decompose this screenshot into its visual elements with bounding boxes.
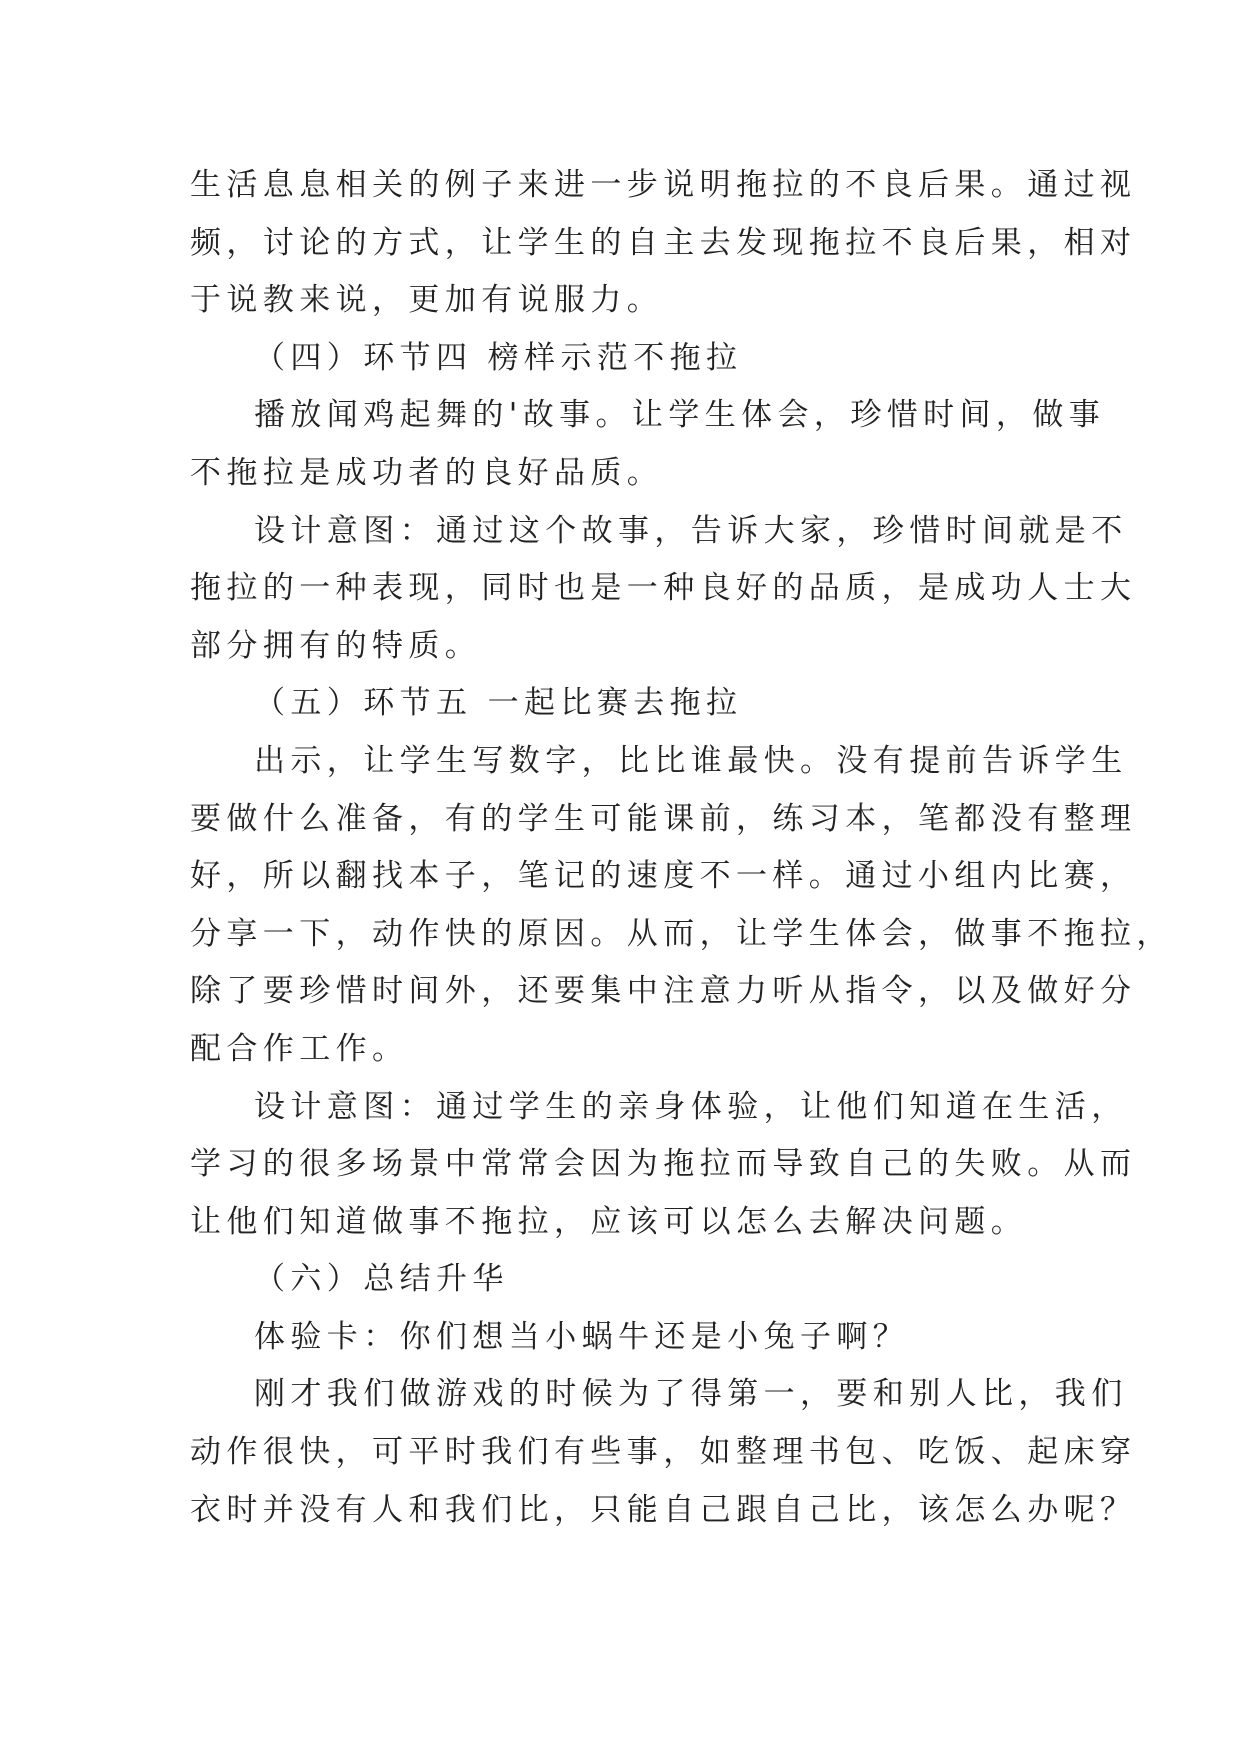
- paragraph-line: 频，讨论的方式，让学生的自主去发现拖拉不良后果，相对: [190, 224, 1137, 261]
- paragraph-line: 刚才我们做游戏的时候为了得第一，要和别人比，我们: [254, 1376, 1128, 1413]
- section-heading-6: （六）总结升华: [254, 1261, 509, 1298]
- paragraph-line: 设计意图：通过学生的亲身体验，让他们知道在生活，: [254, 1088, 1128, 1125]
- section-heading-4: （四）环节四 榜样示范不拖拉: [254, 339, 743, 376]
- paragraph-line: 播放闻鸡起舞的'故事。让学生体会，珍惜时间，做事: [254, 397, 1106, 434]
- paragraph-line: 衣时并没有人和我们比，只能自己跟自己比，该怎么办呢？: [190, 1491, 1137, 1528]
- paragraph-line: 要做什么准备，有的学生可能课前，练习本，笔都没有整理: [190, 800, 1137, 837]
- paragraph-line: 拖拉的一种表现，同时也是一种良好的品质，是成功人士大: [190, 570, 1137, 607]
- paragraph-line: 部分拥有的特质。: [190, 627, 482, 664]
- paragraph-line: 让他们知道做事不拖拉，应该可以怎么去解决问题。: [190, 1203, 1028, 1240]
- paragraph-line: 于说教来说，更加有说服力。: [190, 282, 664, 319]
- paragraph-line: 出示，让学生写数字，比比谁最快。没有提前告诉学生: [254, 742, 1128, 779]
- paragraph-line: 生活息息相关的例子来进一步说明拖拉的不良后果。通过视: [190, 167, 1137, 203]
- paragraph-line: 分享一下，动作快的原因。从而，让学生体会，做事不拖拉，: [190, 915, 1173, 952]
- paragraph-line: 设计意图：通过这个故事，告诉大家，珍惜时间就是不: [254, 512, 1128, 549]
- body-text: [190, 157, 1173, 1539]
- paragraph-line: 动作很快，可平时我们有些事，如整理书包、吃饭、起床穿: [190, 1434, 1137, 1471]
- paragraph-line: 好，所以翻找本子，笔记的速度不一样。通过小组内比赛，: [190, 858, 1137, 895]
- paragraph-line: 配合作工作。: [190, 1030, 409, 1067]
- paragraph-line: 除了要珍惜时间外，还要集中注意力听从指令，以及做好分: [190, 973, 1137, 1010]
- section-heading-5: （五）环节五 一起比赛去拖拉: [254, 685, 743, 722]
- paragraph-line: 不拖拉是成功者的良好品质。: [190, 454, 664, 491]
- paragraph-line: 体验卡：你们想当小蜗牛还是小兔子啊？: [254, 1318, 910, 1355]
- paragraph-line: 学习的很多场景中常常会因为拖拉而导致自己的失败。从而: [190, 1146, 1137, 1183]
